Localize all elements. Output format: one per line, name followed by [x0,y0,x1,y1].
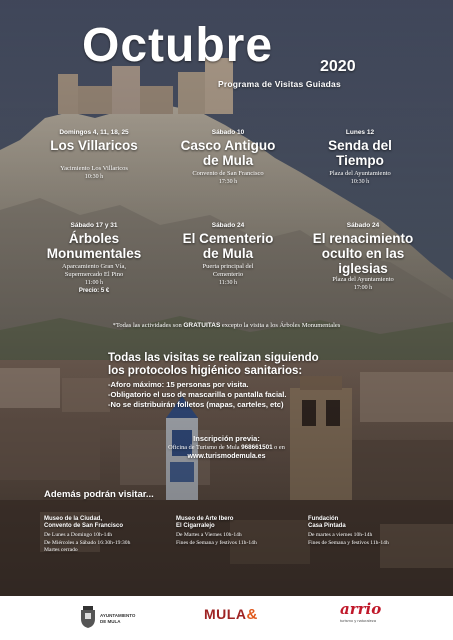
also-visit-heading: Además podrán visitar... [44,489,154,500]
event-date: Lunes 12 [345,129,375,136]
event-casco-antiguo [158,129,298,186]
event-renacimiento-oculto [290,222,436,292]
protocol-bullet: -Obligatorio el uso de mascarilla o pantalla facial. [108,390,287,399]
event-place: Cementerio [212,271,244,278]
event-senda-del-tiempo [290,129,430,186]
mula-brand-mark: & [246,606,258,623]
note-text: *Todas las actividades son [112,322,184,329]
note-text: excepto la visita a los Árboles Monumentales [220,322,341,329]
event-arboles-monumentales [24,222,164,294]
ayuntamiento-name-line: DE MULA [100,618,121,624]
arrio-brand-text: arrio [340,600,382,618]
inscription-phone[interactable]: 968661501 [241,444,273,451]
event-cementerio [158,222,298,287]
venue-schedule: De Martes a Viernes 10h-14h [176,532,242,538]
event-date: Sábado 24 [346,222,380,229]
event-place: Plaza del Ayuntamiento [329,170,391,177]
venue-museo-arte-ibero [176,516,286,547]
venue-museo-ciudad [44,516,172,555]
event-date: Domingos 4, 11, 18, 25 [59,129,129,136]
venue-casa-pintada [308,516,438,547]
event-name: El renacimiento [312,231,414,246]
event-price: Precio: 5 € [78,288,110,294]
event-name: El Cementerio [182,231,274,246]
protocol-heading-line: los protocolos higiénico sanitarios: [108,364,303,377]
venue-name: El Cigarralejo [176,523,215,529]
arrio-tagline: turismo y naturaleza [340,618,377,623]
poster-year: 2020 [320,58,356,75]
event-los-villaricos [24,129,164,181]
venue-schedule: De martes a viernes 10h-14h [308,532,373,538]
inscription-text: o en [272,444,285,451]
protocol-bullet: -Aforo máximo: 15 personas por visita. [108,380,249,389]
venue-schedule: Martes cerrado [44,547,78,553]
venue-name: Convento de San Francisco [44,523,124,529]
event-name: Árboles [68,231,120,246]
event-place: Plaza del Ayuntamiento [332,276,394,283]
poster-title: Octubre [82,19,274,72]
venue-name: Museo de la Ciudad, [44,516,103,522]
event-place: Aparcamiento Gran Vía, [62,263,126,270]
venue-name: Casa Pintada [308,523,346,529]
coat-of-arms-icon [80,606,96,628]
arrio-logo [340,600,400,636]
protocol-heading [108,352,319,377]
venue-schedule: De Lunes a Domingo 10h-14h [44,532,113,538]
venue-schedule: Fines de Semana y festivos 11h-14h [308,539,389,546]
event-name: Tiempo [336,153,384,168]
footer-logos [0,596,453,640]
protocol-bullet: -No se distribuirán folletos (mapas, carteles, etc) [108,400,284,409]
venue-schedule: Fines de Semana y festivos 11h-14h [176,539,257,546]
event-place: Puerta principal del [202,263,254,270]
event-name: iglesias [338,261,388,276]
inscription-heading: Inscripción previa: [193,434,260,443]
protocol-heading-line: Todas las visitas se realizan siguiendo [108,352,319,364]
ayuntamiento-name-line: AYUNTAMIENTO [100,613,136,618]
event-time: 17:30 h [218,179,238,185]
poster-subtitle: Programa de Visitas Guiadas [218,79,341,89]
event-name: de Mula [202,153,254,168]
event-time: 11:30 h [219,280,237,286]
note-highlight: GRATUITAS [183,322,221,329]
inscription-website-link[interactable]: www.turismodemula.es [187,453,266,460]
venue-name: Fundación [308,516,339,522]
event-date: Sábado 17 y 31 [70,222,118,229]
event-name: Senda del [328,138,392,153]
inscription-contact [0,444,453,451]
event-time: 10:30 h [350,179,370,185]
ayuntamiento-logo [80,602,160,636]
event-date: Sábado 24 [211,222,245,229]
event-name: Monumentales [46,246,142,261]
ayuntamiento-name [100,613,135,624]
venue-name: Museo de Arte Ibero [176,516,234,522]
event-place: Yacimiento Los Villaricos [60,165,128,172]
venue-schedule: De Miércoles a Sábado 16:30h-19:30h [44,539,131,546]
event-time: 17:00 h [353,285,373,291]
free-activities-note [0,322,453,329]
event-place: Supermercado El Pino [64,271,124,278]
mula-brand-logo [204,606,257,630]
mula-brand-text: MULA [204,606,247,622]
event-name: oculto en las [321,246,405,261]
event-name: Los Villaricos [50,138,138,153]
event-time: 10:30 h [84,174,104,180]
inscription-text: Oficina de Turismo de Mula [168,444,242,451]
event-place: Convento de San Francisco [192,170,264,177]
event-date: Sábado 10 [211,129,245,136]
event-name: de Mula [202,246,254,261]
event-time: 11:00 h [85,280,103,286]
event-name: Casco Antiguo [180,138,276,153]
